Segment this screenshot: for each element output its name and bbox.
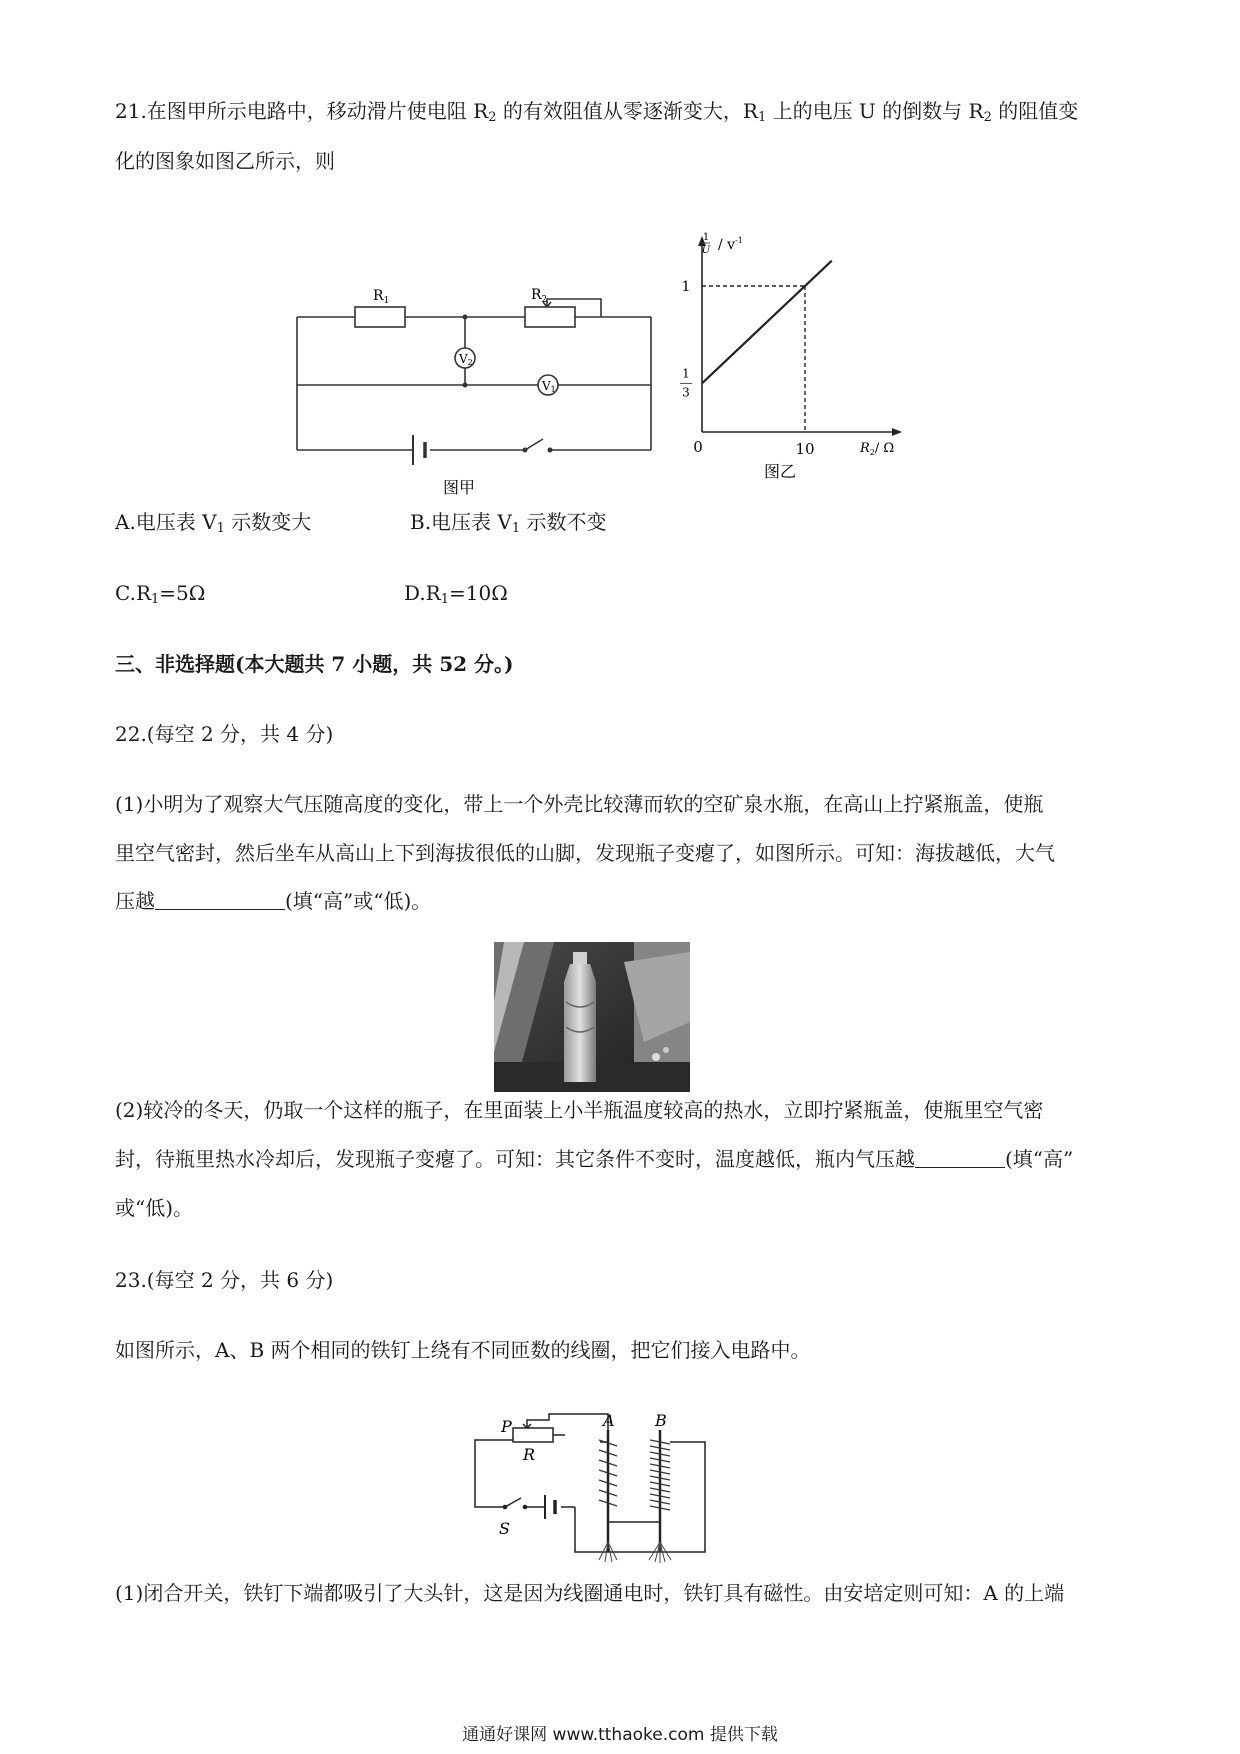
q22-p2-line3: 或“低)。 bbox=[115, 1196, 194, 1220]
circuit-diagram-jia bbox=[285, 275, 665, 505]
y-tick-1: 1 bbox=[681, 279, 691, 295]
electromagnet-circuit bbox=[465, 1412, 725, 1567]
label-s: S bbox=[499, 1519, 510, 1538]
resistor-r1 bbox=[355, 307, 405, 327]
graph-yi bbox=[672, 222, 912, 492]
label-b: B bbox=[655, 1412, 667, 1430]
q23-intro: 如图所示，A、B 两个相同的铁钉上绕有不同匝数的线圈，把它们接入电路中。 bbox=[115, 1338, 811, 1362]
label-r1: $R_1$ bbox=[373, 288, 390, 306]
q22-p1-line2: 里空气密封，然后坐车从高山上下到海拔很低的山脚，发现瓶子变瘪了，如图所示。可知：海拔越低，大气 bbox=[115, 841, 1055, 865]
y-label-unit: / $v^{-1}$ bbox=[718, 236, 743, 253]
y-label-num: 1 bbox=[702, 232, 710, 243]
y-tick-third-num: 1 bbox=[682, 366, 690, 381]
q22-p2-line1: (2)较冷的冬天，仍取一个这样的瓶子，在里面装上小半瓶温度较高的热水，立即拧紧瓶盖，使瓶里空气密 bbox=[115, 1098, 1044, 1122]
x-label: $R_2/$ Ω bbox=[860, 441, 895, 457]
page-footer: 通通好课网 www.tthaoke.com 提供下载 bbox=[462, 1725, 778, 1745]
q23-header: 23.(每空 2 分，共 6 分) bbox=[115, 1268, 334, 1292]
label-p: P bbox=[501, 1417, 512, 1436]
switch-blade bbox=[525, 439, 543, 450]
bottle-cap bbox=[573, 952, 587, 964]
caption-yi: 图乙 bbox=[764, 462, 797, 481]
q21-text-line1: 21.在图甲所示电路中，移动滑片使电阻 $R_2$ 的有效阻值从零逐渐变大，$R_1$ 上的电压 U 的倒数与 $R_2$ 的阻值变 bbox=[115, 99, 1079, 125]
q21-option-a: A.电压表 $V_1$ 示数变大 bbox=[115, 510, 312, 536]
q21-option-c: $C.R_1=5\Omega$ bbox=[115, 581, 206, 607]
answer-blank-2[interactable] bbox=[915, 1147, 1005, 1168]
label-v2: V2 bbox=[459, 352, 473, 367]
label-v1: V1 bbox=[542, 379, 556, 394]
q22-p1-line1: (1)小明为了观察大气压随高度的变化，带上一个外壳比较薄而软的空矿泉水瓶，在高山上拧紧瓶盖，使瓶 bbox=[115, 792, 1044, 816]
answer-blank-1[interactable] bbox=[155, 889, 285, 910]
q21-option-b: B.电压表 $V_1$ 示数不变 bbox=[410, 510, 607, 536]
y-tick-third-den: 3 bbox=[682, 385, 690, 400]
rheostat-r bbox=[513, 1428, 553, 1442]
x-tick-10: 10 bbox=[795, 440, 815, 458]
x-axis-arrow bbox=[892, 428, 902, 436]
q23-p1-line1: (1)闭合开关，铁钉下端都吸引了大头针，这是因为线圈通电时，铁钉具有磁性。由安培定则可知：A 的上端 bbox=[115, 1581, 1065, 1605]
q22-p2-line2: 封，待瓶里热水冷却后，发现瓶子变瘪了。可知：其它条件不变时，温度越低，瓶内气压越 (填“高” bbox=[115, 1147, 1074, 1171]
caption-jia: 图甲 bbox=[443, 478, 476, 497]
label-a: A bbox=[603, 1412, 615, 1430]
label-r: R bbox=[523, 1445, 536, 1464]
series-line bbox=[702, 261, 832, 384]
y-label-den: U bbox=[701, 245, 711, 256]
resistor-r2 bbox=[525, 307, 575, 327]
q21-option-d: $D.R_1=10\Omega$ bbox=[404, 581, 508, 607]
q22-p1-line3: 压越 (填“高”或“低)。 bbox=[115, 889, 432, 913]
q21-text-line2: 化的图象如图乙所示，则 bbox=[115, 149, 335, 173]
switch-s-blade bbox=[505, 1498, 521, 1507]
q22-header: 22.(每空 2 分，共 4 分) bbox=[115, 722, 334, 746]
bottle-photo bbox=[494, 942, 690, 1092]
bottle-body bbox=[564, 964, 596, 1082]
label-r2: $R_2$ bbox=[531, 287, 548, 305]
section-3-title: 三、非选择题(本大题共 7 小题，共 52 分。) bbox=[115, 652, 514, 676]
origin-label: 0 bbox=[693, 438, 703, 456]
